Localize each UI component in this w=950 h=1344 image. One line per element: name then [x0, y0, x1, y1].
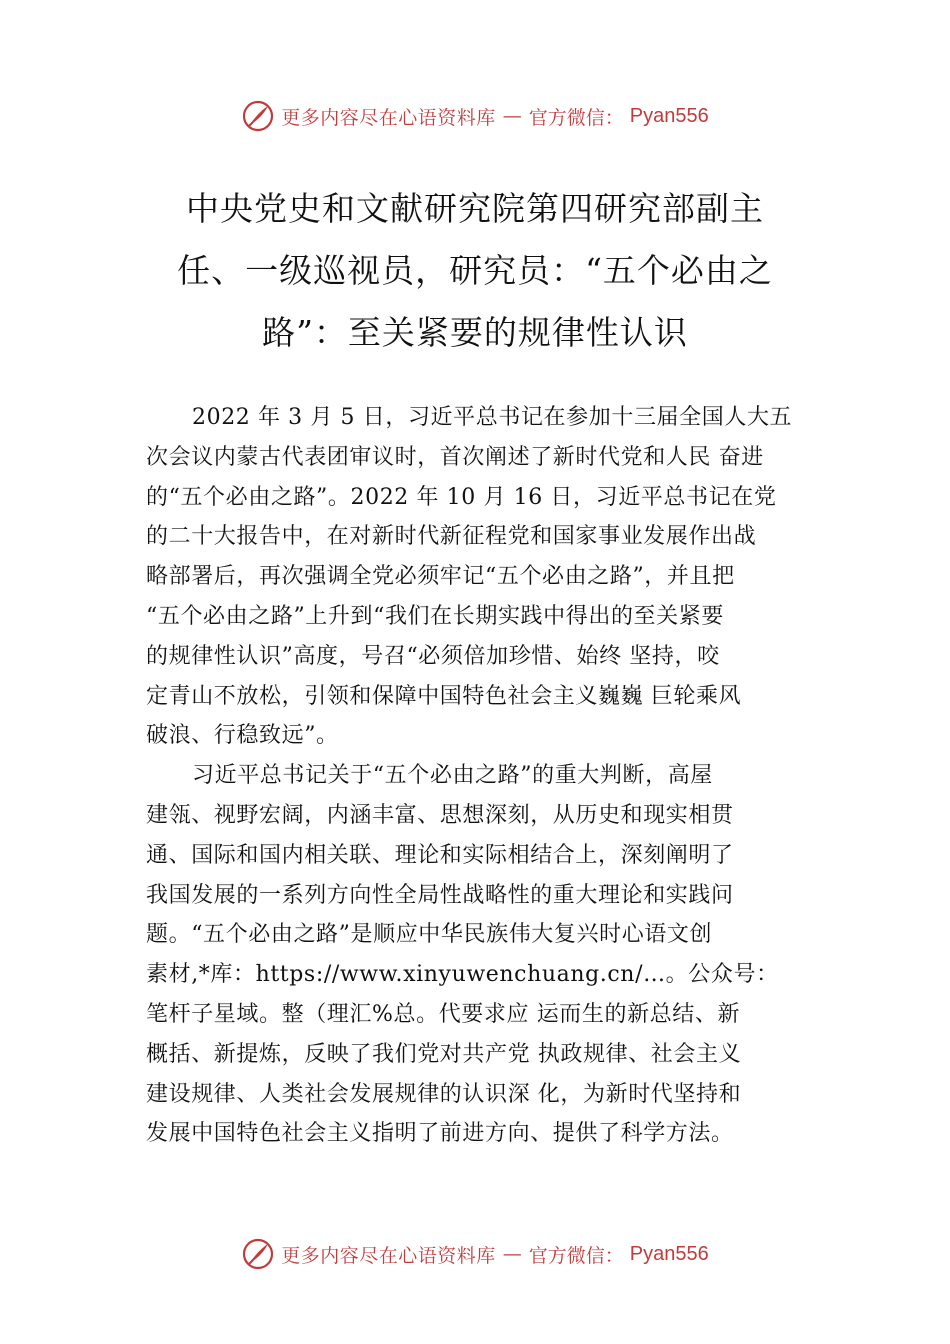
body-line: 的二十大报告中，在对新时代新征程党和国家事业发展作出战: [146, 524, 757, 550]
body-line: 通、国际和国内相关联、理论和实际相结合上，深刻阐明了: [146, 842, 734, 868]
footer-banner: [0, 1234, 950, 1274]
body-line: 笔杆子星域。整（理汇%总。代要求应 运而生的新总结、新: [146, 1001, 741, 1027]
body-line: 题。“五个必由之路”是顺应中华民族伟大复兴时心语文创: [146, 922, 713, 948]
header-banner: [0, 96, 950, 136]
body-line: 的“五个必由之路”。2022 年 10 月 16 日，习近平总书记在党: [146, 484, 777, 510]
title-line: 路”：至关紧要的规律性认识: [262, 313, 688, 352]
quill-seal-icon: [241, 99, 275, 133]
body-line: 次会议内蒙古代表团审议时，首次阐述了新时代党和人民 奋进: [146, 444, 764, 470]
banner-dash: —: [502, 1243, 522, 1265]
document-title: [150, 178, 800, 364]
body-line: 略部署后，再次强调全党必须牢记“五个必由之路”，并且把: [146, 564, 735, 590]
banner-text: 更多内容尽在心语资料库: [281, 1244, 496, 1267]
document-body: [146, 398, 836, 1154]
banner-wechat-label: 官方微信：: [528, 1244, 624, 1267]
body-line: 概括、新提炼，反映了我们党对共产党 执政规律、社会主义: [146, 1041, 742, 1067]
banner-wechat-id: Pyan556: [629, 1242, 709, 1265]
title-line: 任、一级巡视员，研究员：“五个必由之: [177, 251, 773, 290]
banner-text: 更多内容尽在心语资料库: [281, 106, 496, 129]
body-line: 2022 年 3 月 5 日，习近平总书记在参加十三届全国人大五: [192, 405, 793, 430]
body-line: “五个必由之路”上升到“我们在长期实践中得出的至关紧要: [146, 603, 724, 629]
body-line: 的规律性认识”高度，号召“必须倍加珍惜、始终 坚持，咬: [146, 643, 720, 669]
body-line: 建设规律、人类社会发展规律的认识深 化，为新时代坚持和: [146, 1081, 742, 1107]
body-line: 素材,*库：https://www.xinyuwenchuang.cn/…。公众号：: [146, 962, 779, 988]
body-line: 定青山不放松，引领和保障中国特色社会主义巍巍 巨轮乘风: [146, 683, 742, 709]
body-line: 发展中国特色社会主义指明了前进方向、提供了科学方法。: [146, 1121, 734, 1147]
banner-wechat-label: 官方微信：: [528, 106, 624, 129]
banner-dash: —: [502, 105, 522, 127]
body-line: 建瓴、视野宏阔，内涵丰富、思想深刻，从历史和现实相贯: [146, 802, 734, 828]
title-line: 中央党史和文献研究院第四研究部副主: [186, 189, 764, 228]
body-line: 习近平总书记关于“五个必由之路”的重大判断，高屋: [192, 763, 713, 789]
banner-wechat-id: Pyan556: [629, 104, 709, 127]
body-line: 破浪、行稳致远”。: [146, 723, 339, 749]
quill-seal-icon: [241, 1237, 275, 1271]
body-line: 我国发展的一系列方向性全局性战略性的重大理论和实践问: [146, 882, 734, 908]
